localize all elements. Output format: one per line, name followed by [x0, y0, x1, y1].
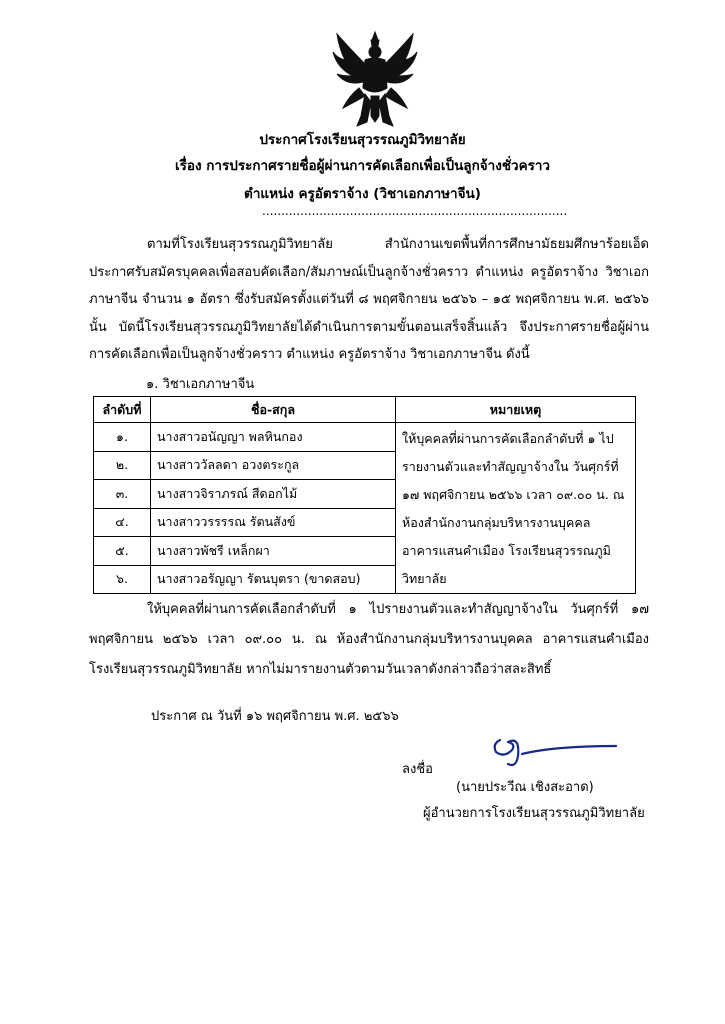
sign-label: ลงชื่อ	[402, 762, 433, 777]
row-number: ๒.	[94, 451, 151, 480]
handwritten-signature	[478, 728, 628, 774]
section-label: ๑. วิชาเอกภาษาจีน	[146, 377, 255, 392]
announcement-position: ตำแหน่ง ครูอัตราจ้าง (วิชาเอกภาษาจีน)	[244, 186, 481, 202]
table-header-row	[94, 397, 636, 423]
signer-name: (นายประวีณ เชิงสะอาด)	[456, 780, 594, 795]
garuda-emblem-icon	[331, 30, 419, 128]
row-number: ๔.	[94, 508, 151, 537]
row-name: นางสาววัลลดา อวงตระกูล	[151, 451, 396, 480]
row-name: นางสาวจิราภรณ์ สีดอกไม้	[151, 480, 396, 509]
row-name: นางสาววรรรรณ รัตนสังข์	[151, 508, 396, 537]
announcement-date: ประกาศ ณ วันที่ ๑๖ พฤศจิกายน พ.ศ. ๒๕๖๖	[151, 709, 399, 724]
signer-title: ผู้อำนวยการโรงเรียนสุวรรณภูมิวิทยาลัย	[423, 806, 645, 821]
announcement-subject: เรื่อง การประกาศรายชื่อผู้ผ่านการคัดเลือกเพื่อเป็นลูกจ้างชั่วคราว	[174, 158, 551, 174]
dotted-separator: ................................................................................	[262, 204, 568, 218]
row-name: นางสาวอนัญญา พลหินกอง	[151, 423, 396, 452]
row-number: ๓.	[94, 480, 151, 509]
row-note: ให้บุคคลที่ผ่านการคัดเลือกลำดับที่ ๑ ไปรายงานตัวและทำสัญญาจ้างใน วันศุกร์ที่ ๑๗ พฤศจิกายน ๒๕๖๖ เวลา ๐๙.๐๐ น. ณ ห้องสำนักงานกลุ่มบริหารงานบุคคล อาคารแสนคำเมือง โรงเรียนสุวรรณภูมิวิทยาลัย	[396, 423, 636, 594]
header-order: ลำดับที่	[94, 397, 151, 423]
row-number: ๕.	[94, 537, 151, 566]
row-name: นางสาวอรัญญา รัตนบุตรา (ขาดสอบ)	[151, 565, 396, 594]
header-note: หมายเหตุ	[396, 397, 636, 423]
announcement-title: ประกาศโรงเรียนสุวรรณภูมิวิทยาลัย	[259, 132, 466, 148]
header-name: ชื่อ-สกุล	[151, 397, 396, 423]
row-number: ๖.	[94, 565, 151, 594]
row-number: ๑.	[94, 423, 151, 452]
intro-paragraph: ตามที่โรงเรียนสุวรรณภูมิวิทยาลัย สำนักงานเขตพื้นที่การศึกษามัธยมศึกษาร้อยเอ็ด ประกาศรับสมัครบุคคลเพื่อสอบคัดเลือก/สัมภาษณ์เป็นลูกจ้างชั่วคราว ตำแหน่ง ครูอัตราจ้าง วิชาเอกภาษาจีน จำนวน ๑ อัตรา ซึ่งรับสมัครตั้งแต่วันที่ ๘ พฤศจิกายน ๒๕๖๖ – ๑๕ พฤศจิกายน พ.ศ. ๒๕๖๖ นั้น บัดนี้โรงเรียนสุวรรณภูมิวิทยาลัยได้ดำเนินการตามขั้นตอนเสร็จสิ้นแล้ว จึงประกาศรายชื่อผู้ผ่านการคัดเลือกเพื่อเป็นลูกจ้างชั่วคราว ตำแหน่ง ครูอัตราจ้าง วิชาเอกภาษาจีน ดังนี้	[89, 237, 649, 362]
row-name: นางสาวพัชรี เหล็กผา	[151, 537, 396, 566]
table-row	[94, 423, 636, 452]
applicants-table	[93, 396, 636, 594]
instruction-paragraph: ให้บุคคลที่ผ่านการคัดเลือกลำดับที่ ๑ ไปรายงานตัวและทำสัญญาจ้างใน วันศุกร์ที่ ๑๗ พฤศจิกายน ๒๕๖๖ เวลา ๐๙.๐๐ น. ณ ห้องสำนักงานกลุ่มบริหารงานบุคคล อาคารแสนคำเมือง โรงเรียนสุวรรณภูมิวิทยาลัย หากไม่มารายงานตัวตามวันเวลาดังกล่าวถือว่าสละสิทธิ์	[89, 602, 649, 677]
